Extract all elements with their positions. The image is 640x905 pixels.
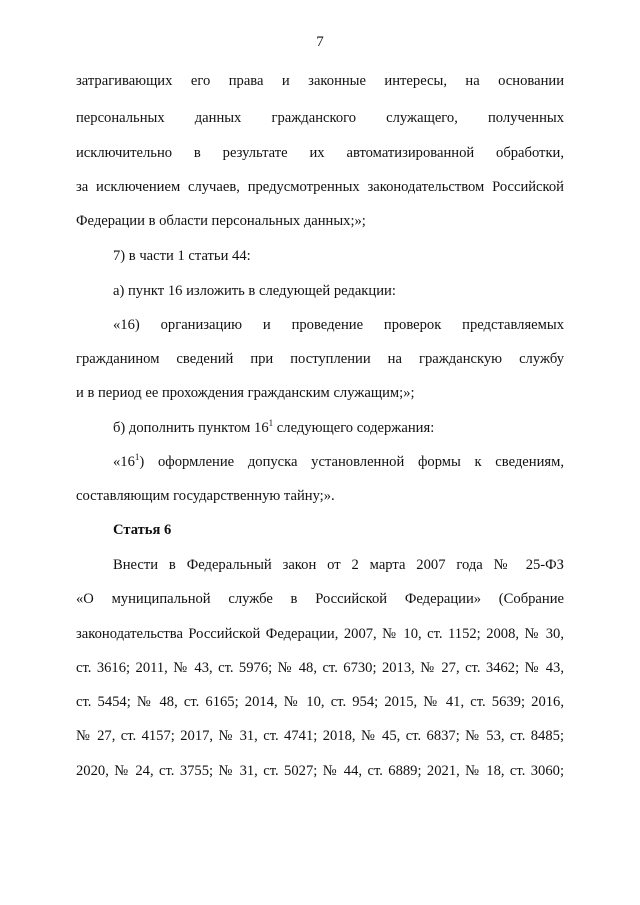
text-line: «О муниципальной службе в Российской Федерации» (Собрание bbox=[76, 591, 564, 607]
text-line: гражданином сведений при поступлении на гражданскую службу bbox=[76, 351, 564, 367]
superscript: 1 bbox=[268, 418, 274, 428]
superscript: 1 bbox=[134, 452, 140, 462]
text-line: Федерации в области персональных данных;»; bbox=[76, 213, 366, 229]
text-line: 2020, № 24, ст. 3755; № 31, ст. 5027; № 44, ст. 6889; 2021, № 18, ст. 3060; bbox=[76, 763, 564, 779]
text-line: ст. 3616; 2011, № 43, ст. 5976; № 48, ст. 6730; 2013, № 27, ст. 3462; № 43, bbox=[76, 660, 564, 676]
text-line bbox=[113, 419, 564, 437]
text-run: «16 bbox=[113, 454, 135, 470]
text-line: 7) в части 1 статьи 44: bbox=[113, 248, 251, 264]
page-number: 7 bbox=[316, 34, 324, 50]
text-line: а) пункт 16 изложить в следующей редакции: bbox=[113, 283, 396, 299]
text-line: персональных данных гражданского служащего, полученных bbox=[76, 110, 564, 126]
text-line: законодательства Российской Федерации, 2007, № 10, ст. 1152; 2008, № 30, bbox=[76, 626, 564, 642]
text-line: исключительно в результате их автоматизированной обработки, bbox=[76, 145, 564, 161]
text-line: Внести в Федеральный закон от 2 марта 2007 года № 25-ФЗ bbox=[113, 557, 564, 573]
text-line: затрагивающих его права и законные интересы, на основании bbox=[76, 73, 564, 89]
text-line: № 27, ст. 4157; 2017, № 31, ст. 4741; 2018, № 45, ст. 6837; № 53, ст. 8485; bbox=[76, 728, 564, 744]
text-run: ) оформление допуска установленной формы к сведениям, bbox=[139, 454, 564, 470]
text-run: следующего содержания: bbox=[273, 420, 435, 436]
text-line bbox=[113, 453, 564, 471]
text-line: за исключением случаев, предусмотренных законодательством Российской bbox=[76, 179, 564, 195]
text-line: и в период ее прохождения гражданским служащим;»; bbox=[76, 385, 415, 401]
text-line: ст. 5454; № 48, ст. 6165; 2014, № 10, ст. 954; 2015, № 41, ст. 5639; 2016, bbox=[76, 694, 564, 710]
text-line: составляющим государственную тайну;». bbox=[76, 488, 335, 504]
article-heading: Статья 6 bbox=[113, 522, 172, 538]
text-line: «16) организацию и проведение проверок представляемых bbox=[113, 317, 564, 333]
text-run: б) дополнить пунктом 16 bbox=[113, 420, 269, 436]
